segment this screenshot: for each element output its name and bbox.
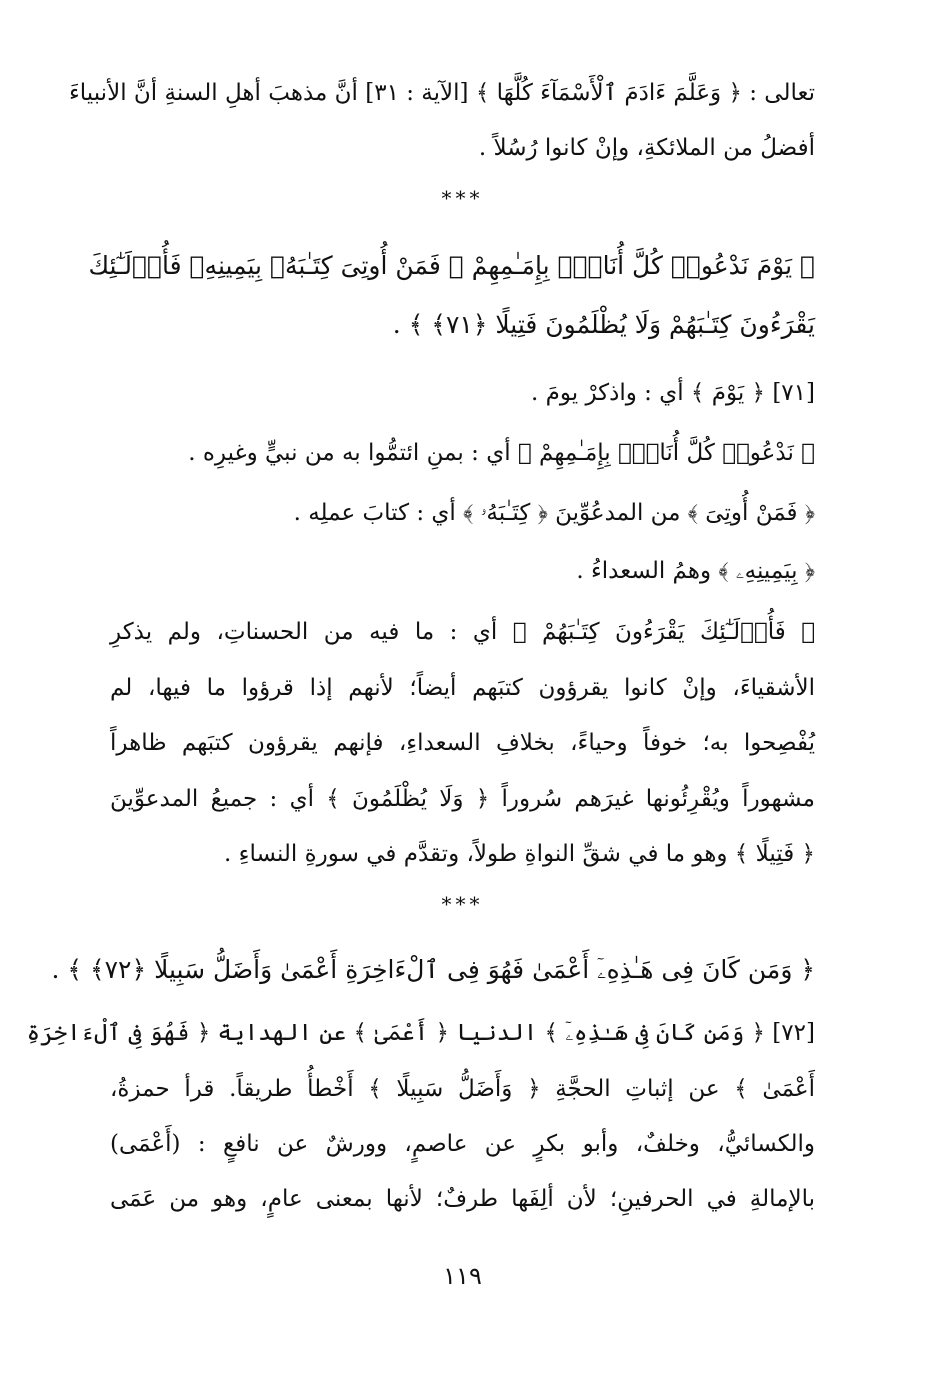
- text-line: تعالى : ﴿ وَعَلَّمَ ءَادَمَ ٱلْأَسْمَآءَ كُلَّهَا ﴾ [الآية : ٣١] أنَّ مذهبَ أهلِ السنةِ أنَّ الأنبياءَ: [68, 80, 815, 106]
- commentary-line: ﴿ بِيَمِينِهِۦ ﴾ وهمُ السعداءُ .: [576, 558, 815, 584]
- commentary-line: أَعْمَىٰ ﴾ عن إثباتِ الحجَّةِ ﴿ وَأَضَلُّ سَبِيلًا ﴾ أَخْطأُ طريقاً. قرأ حمزةُ،: [110, 1076, 815, 1102]
- commentary-line: الأشقياءَ، وإنْ كانوا يقرؤون كتبَهم أيضاً؛ لأنهم إذا قرؤوا ما فيها، لم: [110, 675, 815, 701]
- section-separator: ***: [441, 892, 484, 916]
- page-number: ١١٩: [443, 1262, 482, 1290]
- commentary-line: ﴿ فَأُو۟لَـٰٓئِكَ يَقْرَءُونَ كِتَـٰبَهُمْ ﴾ أي : ما فيه من الحسناتِ، ولم يذكرِ: [110, 619, 815, 645]
- commentary-line: ﴿ فَتِيلًا ﴾ وهو ما في شقِّ النواةِ طولاً، وتقدَّم في سورةِ النساءِ .: [224, 841, 815, 867]
- commentary-line: [٧٢] ﴿ وَمَن كَانَ فِى هَـٰذِهِۦٓ ﴾ الدنيا ﴿ أَعْمَىٰ ﴾ عن الهداية ﴿ فَهُوَ فِى ٱلْءَاخِرَةِ: [26, 1020, 815, 1046]
- page-body: [26, 58, 815, 1319]
- section-separator: ***: [441, 186, 484, 210]
- commentary-line: مشهوراً ويُقْرِئُونها غيرَهم سُروراً ﴿ وَلَا يُظْلَمُونَ ﴾ أي : جميعُ المدعوِّينَ: [110, 786, 815, 812]
- commentary-line: والكسائيُّ، وخلفٌ، وأبو بكرٍ عن عاصمٍ، وورشٌ عن نافعٍ : (أَعْمَى): [110, 1131, 815, 1157]
- verse-line: ﴿ وَمَن كَانَ فِى هَـٰذِهِۦٓ أَعْمَىٰ فَهُوَ فِى ٱلْءَاخِرَةِ أَعْمَىٰ وَأَضَلُّ سَبِيلًا ﴿٧٢﴾ ﴾ .: [51, 955, 815, 984]
- commentary-line: ﴿ نَدْعُوا۟ كُلَّ أُنَاسٍۭ بِإِمَـٰمِهِمْ ﴾ أي : بمنِ ائتمُّوا به من نبيٍّ وغيرِه .: [188, 440, 815, 466]
- commentary-line: بالإمالةِ في الحرفينِ؛ لأن ألِفَها طرفٌ؛ لأنها بمعنى عامٍ، وهو من عَمَى: [110, 1186, 815, 1212]
- text-line: أفضلُ من الملائكةِ، وإنْ كانوا رُسُلاً .: [478, 135, 815, 161]
- commentary-line: [٧١] ﴿ يَوْمَ ﴾ أي : واذكرْ يومَ .: [531, 380, 815, 406]
- commentary-line: ﴿ فَمَنْ أُوتِىَ ﴾ من المدعُوِّينَ ﴿ كِتَـٰبَهُۥ ﴾ أي : كتابَ عملِه .: [293, 500, 815, 526]
- commentary-line: يُفْصِحوا به؛ خوفاً وحياءً، بخلافِ السعداءِ، فإنهم يقرؤون كتبَهم ظاهراً: [110, 730, 815, 756]
- verse-line: يَقْرَءُونَ كِتَـٰبَهُمْ وَلَا يُظْلَمُونَ فَتِيلًا ﴿٧١﴾ ﴾ .: [392, 310, 815, 339]
- verse-line: ﴿ يَوْمَ نَدْعُوا۟ كُلَّ أُنَاسٍۭ بِإِمَـٰمِهِمْ ۖ فَمَنْ أُوتِىَ كِتَـٰبَهُۥ بِيَمِينِهِۦ فَأُو۟لَـٰٓئِكَ: [88, 251, 815, 280]
